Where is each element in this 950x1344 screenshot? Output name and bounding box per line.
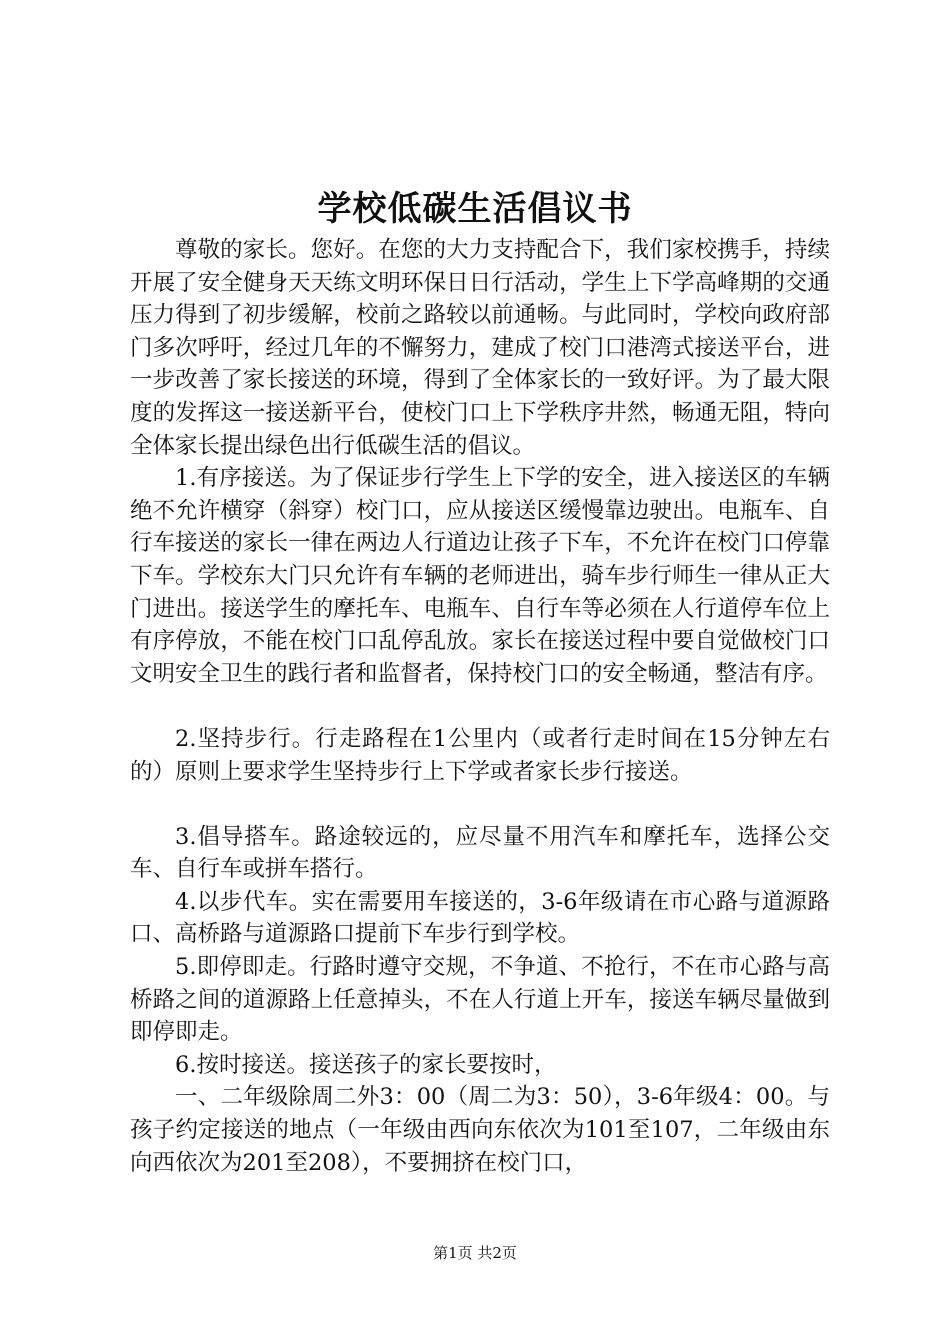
document-title: 学校低碳生活倡议书 <box>317 189 633 229</box>
paragraph-schedule: 一、二年级除周二外3：00（周二为3：50），3-6年级4：00。与孩子约定接送的地点（一年级由西向东依次为101至107，二年级由东向西依次为201至208），不要拥挤在校门口， <box>130 1084 830 1176</box>
paragraph-item-2: 2.坚持步行。行走路程在1公里内（或者行走时间在15分钟左右的）原则上要求学生坚持步行上下学或者家长步行接送。 <box>130 725 830 785</box>
paragraph-item-4: 4.以步代车。实在需要用车接送的，3-6年级请在市心路与道源路口、高桥路与道源路口提前下车步行到学校。 <box>130 888 830 948</box>
paragraph-greeting: 尊敬的家长。您好。在您的大力支持配合下，我们家校携手，持续开展了安全健身天天练文明环保日日行活动，学生上下学高峰期的交通压力得到了初步缓解，校前之路较以前通畅。与此同时，学校向政府部门多次呼吁，经过几年的不懈努力，建成了校门口港湾式接送平台，进一步改善了家长接送的环境，得到了全体家长的一致好评。为了最大限度的发挥这一接送新平台，使校门口上下学秩序井然，畅通无阻，特向全体家长提出绿色出行低碳生活的倡议。 <box>130 237 830 459</box>
page-footer: 第1页 共2页 <box>433 1244 517 1262</box>
paragraph-item-6: 6.按时接送。接送孩子的家长要按时， <box>175 1051 557 1078</box>
document-body <box>130 234 830 1179</box>
paragraph-item-3: 3.倡导搭车。路途较远的，应尽量不用汽车和摩托车，选择公交车、自行车或拼车搭行。 <box>130 823 830 883</box>
paragraph-item-5: 5.即停即走。行路时遵守交规，不争道、不抢行，不在市心路与高桥路之间的道源路上任意掉头，不在人行道上开车，接送车辆尽量做到即停即走。 <box>130 954 830 1046</box>
paragraph-item-1: 1.有序接送。为了保证步行学生上下学的安全，进入接送区的车辆绝不允许横穿（斜穿）校门口，应从接送区缓慢靠边驶出。电瓶车、自行车接送的家长一律在两边人行道边让孩子下车，不允许在校门口停靠下车。学校东大门只允许有车辆的老师进出，骑车步行师生一律从正大门进出。接送学生的摩托车、电瓶车、自行车等必须在人行道停车位上有序停放，不能在校门口乱停乱放。家长在接送过程中要自觉做校门口文明安全卫生的践行者和监督者，保持校门口的安全畅通，整洁有序。 <box>130 465 830 687</box>
